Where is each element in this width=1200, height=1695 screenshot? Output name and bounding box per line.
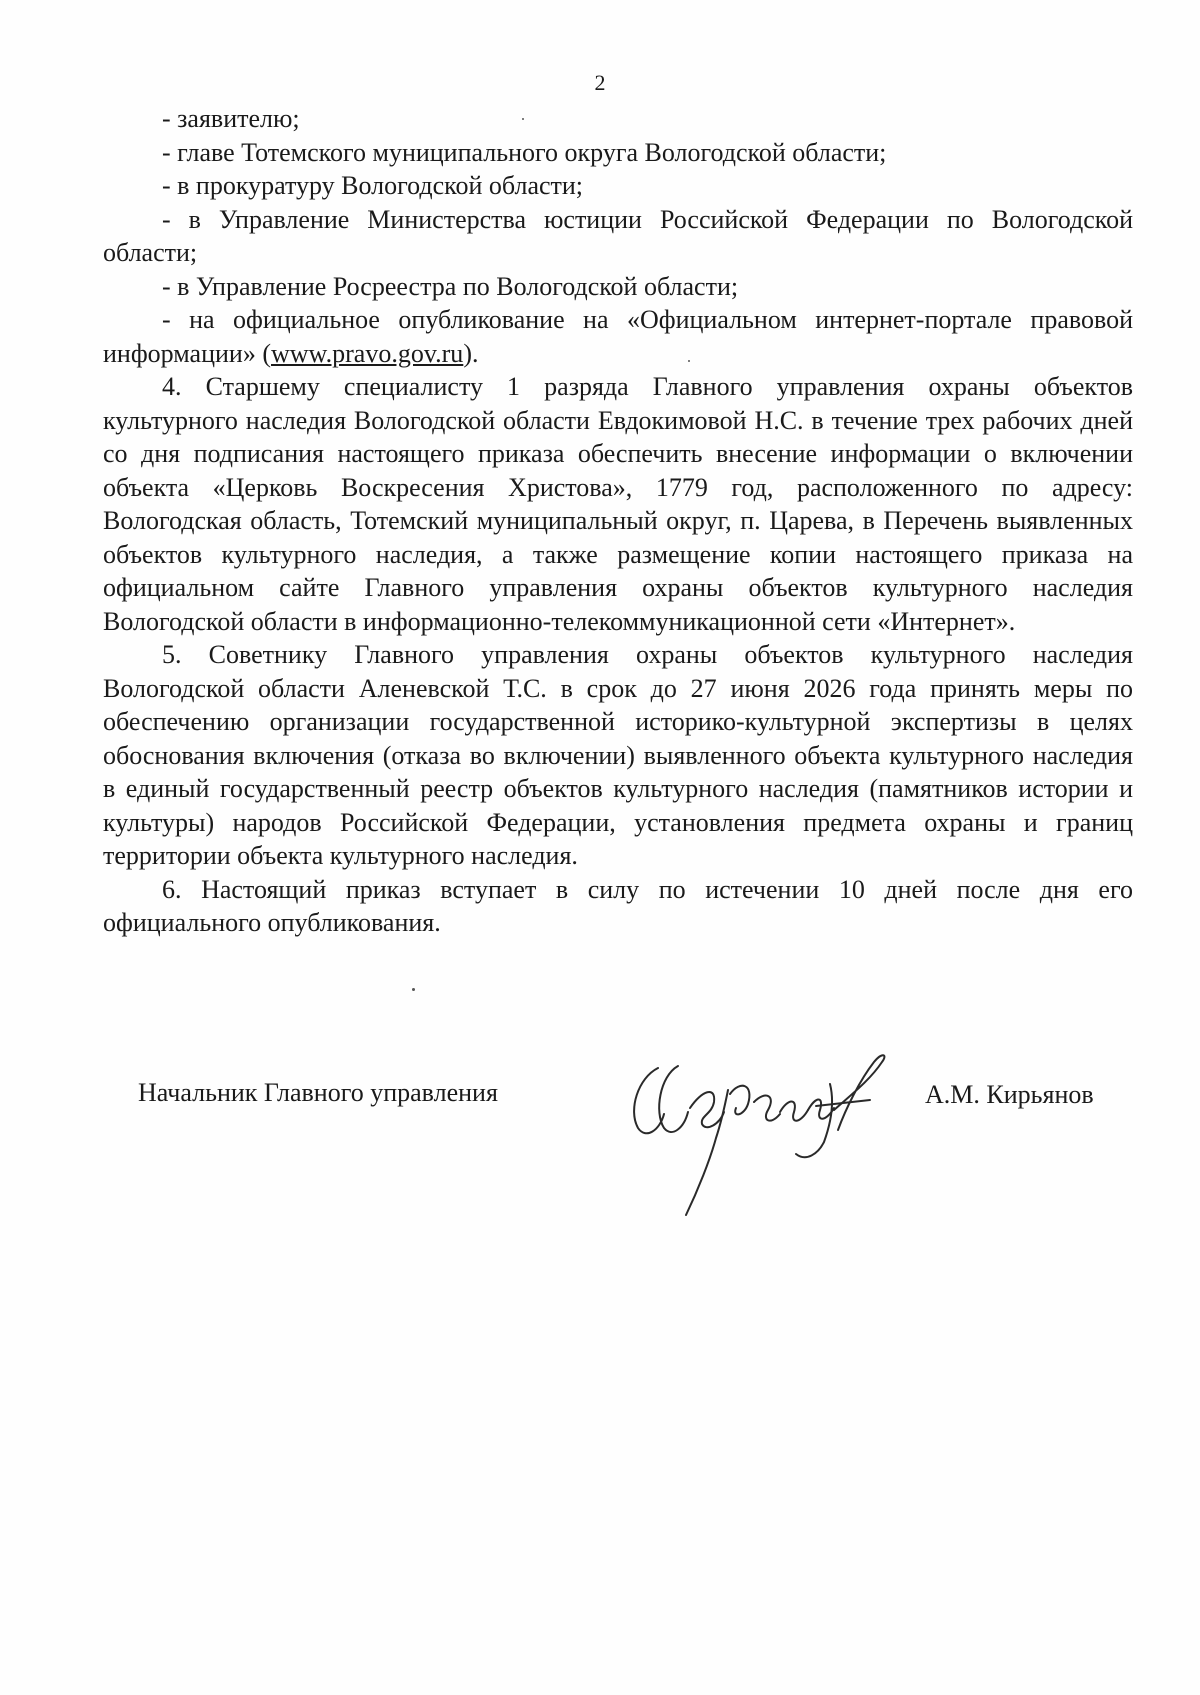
paragraph-5: 5. Советнику Главного управления охраны объектов культурного наследия Вологодской области Аленевской Т.С. в срок до 27 июня 2026 года принять меры по обеспечению организации государственной историко-культурной экспертизы в целях обоснования включения (отказа во включении) выявленного объекта культурного наследия в единый государственный реестр объектов культурного наследия (памятников истории и культуры) народов Российской Федерации, установления предмета охраны и границ территории объекта культурного наследия. xyxy=(103,640,1133,870)
page-number: 2 xyxy=(594,70,606,95)
document-body xyxy=(103,102,1133,940)
signatory-position: Начальник Главного управления xyxy=(138,1078,498,1107)
signature-block xyxy=(0,1050,1200,1230)
list-item-publication xyxy=(103,303,1133,370)
scan-speck xyxy=(412,988,415,991)
scan-speck xyxy=(522,118,524,120)
list-item: - в Управление Министерства юстиции Российской Федерации по Вологодской области; xyxy=(103,204,1133,267)
signatory-name: А.М. Кирьянов xyxy=(925,1080,1094,1109)
list-item: - заявителю; xyxy=(162,104,300,133)
publication-suffix: ). xyxy=(463,338,479,368)
list-item: - главе Тотемского муниципального округа Вологодской области; xyxy=(162,137,887,167)
publication-text: - на официальное опубликование на «Официальном интернет-портале правовой информации» ( xyxy=(103,305,1133,368)
scan-speck xyxy=(688,360,690,362)
handwritten-signature xyxy=(620,1050,910,1220)
list-item: - в Управление Росреестра по Вологодской области; xyxy=(162,271,739,301)
paragraph-6: 6. Настоящий приказ вступает в силу по истечении 10 дней после дня его официального опубликования. xyxy=(103,874,1133,937)
list-item: - в прокуратуру Вологодской области; xyxy=(162,171,584,200)
pravo-link[interactable]: www.pravo.gov.ru xyxy=(271,338,464,368)
paragraph-4: 4. Старшему специалисту 1 разряда Главного управления охраны объектов культурного наследия Вологодской области Евдокимовой Н.С. в течение трех рабочих дней со дня подписания настоящего приказа обеспечить внесение информации о включении объекта «Церковь Воскресения Христова», 1779 год, расположенного по адресу: Вологодская область, Тотемский муниципальный округ, п. Царева, в Перечень выявленных объектов культурного наследия, а также размещение копии настоящего приказа на официальном сайте Главного управления охраны объектов культурного наследия Вологодской области в информационно-телекоммуникационной сети «Интернет». xyxy=(103,372,1133,636)
